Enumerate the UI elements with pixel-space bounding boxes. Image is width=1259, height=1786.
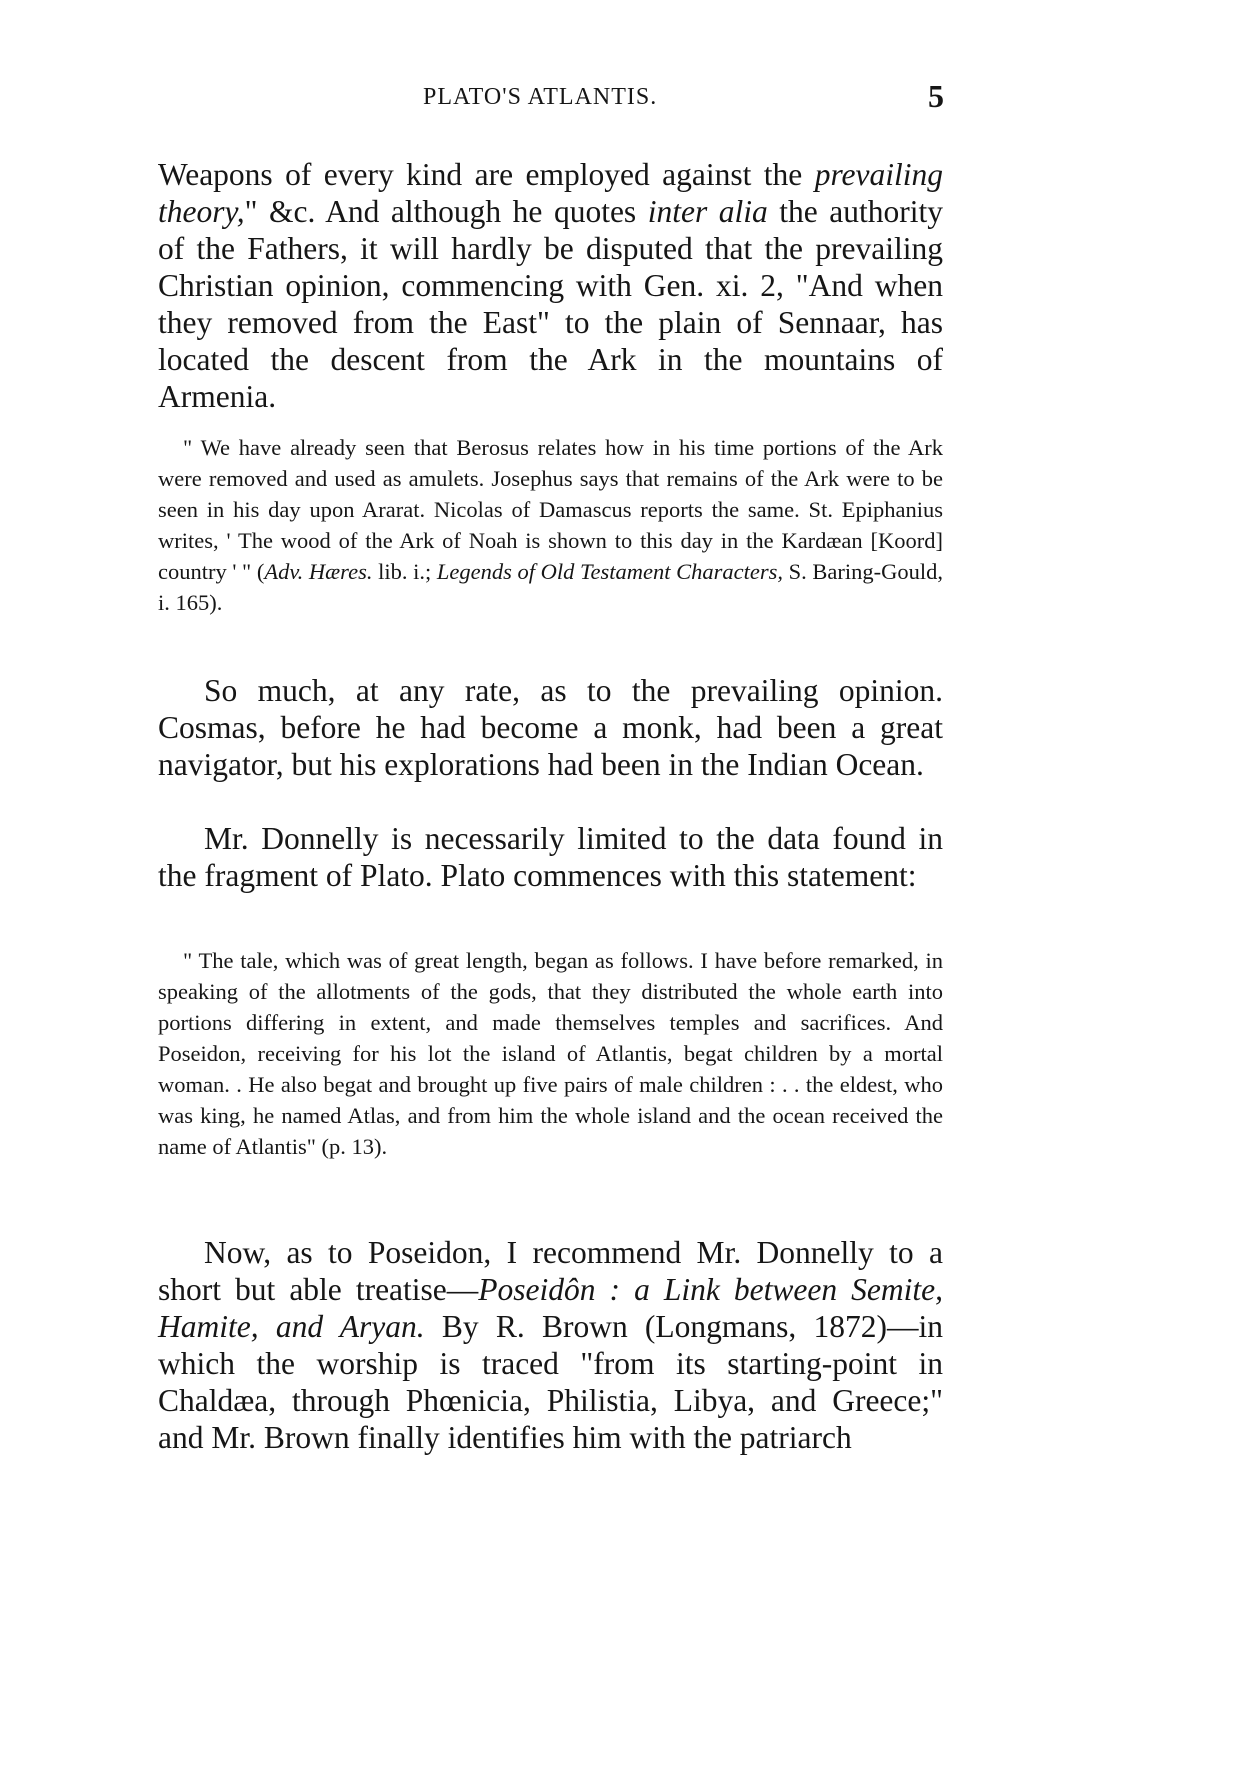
paragraph-1: Weapons of every kind are employed against the prevailing theory," &c. And although he quotes inter alia the authority of the Fathers, it will hardly be disputed that the prevailing Christian opinion, commencing with Gen. xi. 2, "And when they removed from the East" to the plain of Sennaar, has located the descent from the Ark in the mountains of Armenia. bbox=[158, 157, 944, 414]
page-number: 5 bbox=[928, 78, 944, 114]
block-quote-2: " The tale, which was of great length, began as follows. I have before remarked, in speaking of the allotments of the gods, that they distributed the whole earth into portions differing in extent, and made themselves temples and sacrifices. And Poseidon, receiving for his lot the island of Atlantis, begat children by a mortal woman. . He also begat and brought up five pairs of male children : . . the eldest, who was king, he named Atlas, and from him the whole island and the ocean received the name of Atlantis" (p. 13). bbox=[158, 948, 943, 1159]
page-header bbox=[0, 78, 1259, 124]
paragraph-3: Mr. Donnelly is necessarily limited to the data found in the fragment of Plato. Plato commences with this statement: bbox=[158, 821, 943, 893]
running-title: PLATO'S ATLANTIS. bbox=[423, 84, 658, 110]
paragraph-2: So much, at any rate, as to the prevailing opinion. Cosmas, before he had become a monk, had been a great navigator, but his explorations had been in the Indian Ocean. bbox=[158, 673, 943, 782]
block-quote-1: " We have already seen that Berosus relates how in his time portions of the Ark were removed and used as amulets. Josephus says that remains of the Ark were to be seen in his day upon Ararat. Nicolas of Damascus reports the same. St. Epiphanius writes, ' The wood of the Ark of Noah is shown to this day in the Kardæan [Koord] country ' " (Adv. Hæres. lib. i.; Legends of Old Testament Characters, S. Baring-Gould, i. 165). bbox=[158, 435, 943, 615]
paragraph-4: Now, as to Poseidon, I recommend Mr. Donnelly to a short but able treatise—Poseidôn : a Link between Semite, Hamite, and Aryan. By R. Brown (Longmans, 1872)—in which the worship is traced "from its starting-point in Chaldæa, through Phœnicia, Philistia, Libya, and Greece;" and Mr. Brown finally identifies him with the patriarch bbox=[158, 1235, 943, 1455]
